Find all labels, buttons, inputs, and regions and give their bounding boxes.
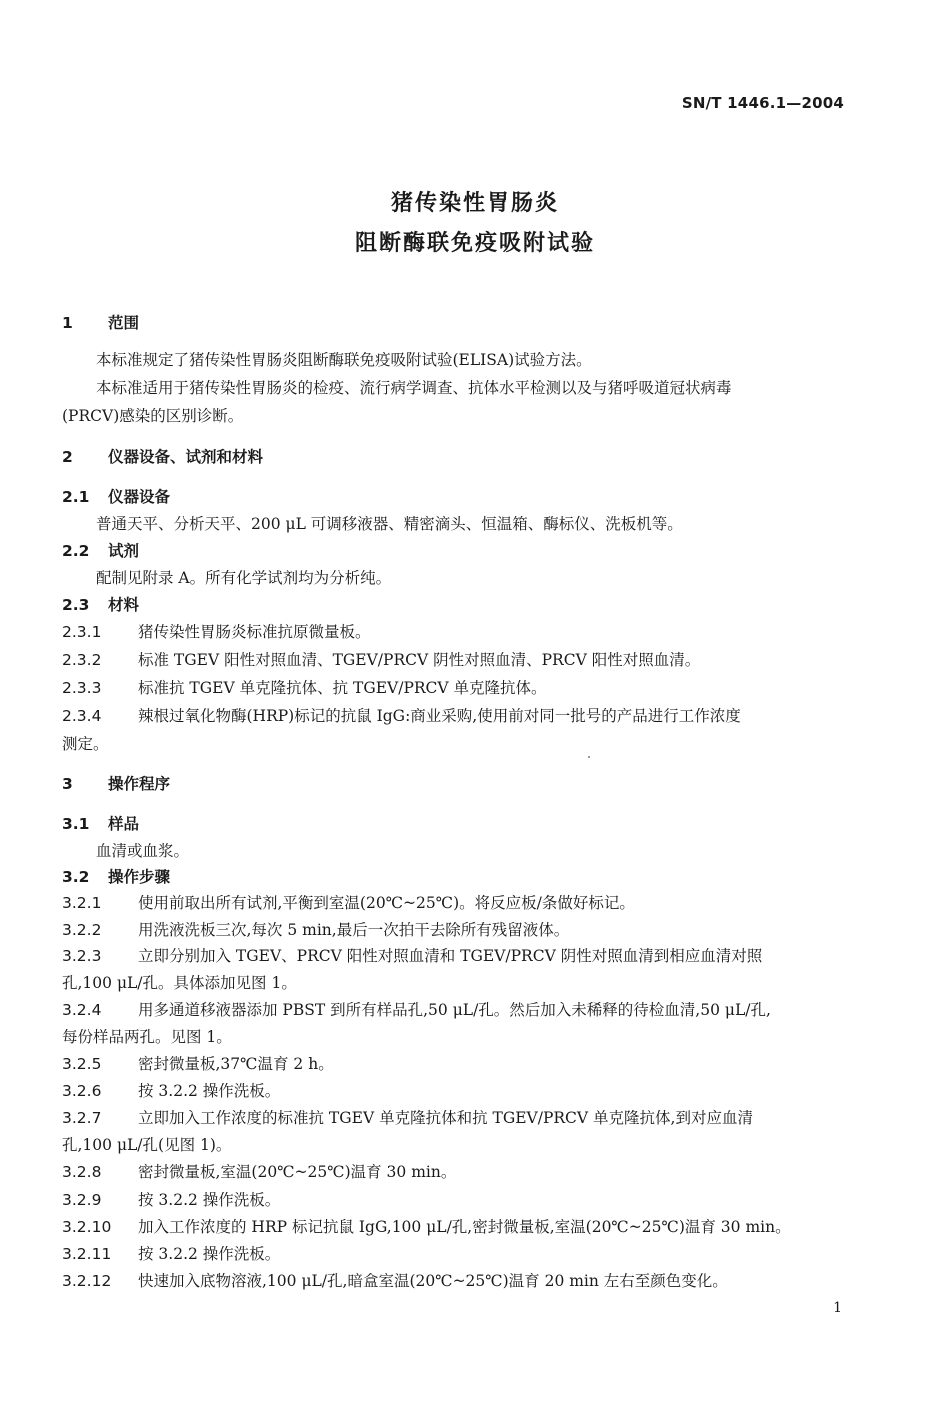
clause <box>62 893 850 913</box>
clause-number: 3.2.12 <box>62 1272 112 1290</box>
clause-continuation: 孔,100 μL/孔(见图 1)。 <box>62 1136 232 1154</box>
clause <box>62 1054 850 1074</box>
clause-text: 用洗液洗板三次,每次 5 min,最后一次拍干去除所有残留液体。 <box>138 921 570 939</box>
clause-text: 立即加入工作浓度的标准抗 TGEV 单克隆抗体和抗 TGEV/PRCV 单克隆抗体,到对应血清 <box>138 1109 753 1127</box>
clause-text: 按 3.2.2 操作洗板。 <box>138 1082 281 1100</box>
clause-number: 3.2.3 <box>62 947 102 965</box>
clause <box>62 622 850 642</box>
section-number: 1 <box>62 314 73 332</box>
section-title: 仪器设备 <box>108 488 171 506</box>
clause <box>62 706 850 726</box>
paragraph: 血清或血浆。 <box>96 842 190 860</box>
clause-text: 快速加入底物溶液,100 μL/孔,暗盒室温(20℃~25℃)温育 20 min 左右至颜色变化。 <box>138 1272 728 1290</box>
section-number: 3 <box>62 775 73 793</box>
section-number: 2.1 <box>62 488 90 506</box>
section-1-heading <box>62 313 850 333</box>
section-title: 材料 <box>108 596 140 614</box>
clause <box>62 1244 850 1264</box>
clause <box>62 1217 850 1237</box>
section-title: 样品 <box>108 815 140 833</box>
section-title: 操作程序 <box>108 775 171 793</box>
clause-number: 3.2.9 <box>62 1191 102 1209</box>
clause-text: 按 3.2.2 操作洗板。 <box>138 1191 281 1209</box>
clause-text: 猪传染性胃肠炎标准抗原微量板。 <box>138 623 371 641</box>
clause-number: 3.2.4 <box>62 1001 102 1019</box>
clause-text: 加入工作浓度的 HRP 标记抗鼠 IgG,100 μL/孔,密封微量板,室温(20℃~25℃)温育 30 min。 <box>138 1218 791 1236</box>
clause-number: 3.2.10 <box>62 1218 112 1236</box>
clause-number: 2.3.3 <box>62 679 102 697</box>
paragraph: 本标准规定了猪传染性胃肠炎阻断酶联免疫吸附试验(ELISA)试验方法。 <box>96 351 592 369</box>
title-line-2: 阻断酶联免疫吸附试验 <box>354 231 595 256</box>
paragraph: 配制见附录 A。所有化学试剂均为分析纯。 <box>96 569 392 587</box>
section-title: 范围 <box>108 314 140 332</box>
clause <box>62 650 850 670</box>
clause-text: 密封微量板,37℃温育 2 h。 <box>138 1055 334 1073</box>
clause-text: 密封微量板,室温(20℃~25℃)温育 30 min。 <box>138 1163 457 1181</box>
clause-number: 3.2.11 <box>62 1245 112 1263</box>
section-number: 2 <box>62 448 73 466</box>
section-number: 3.2 <box>62 868 90 886</box>
clause-text: 使用前取出所有试剂,平衡到室温(20℃~25℃)。将反应板/条做好标记。 <box>138 894 635 912</box>
clause <box>62 678 850 698</box>
clause-number: 2.3.4 <box>62 707 102 725</box>
subsection-heading <box>62 487 850 507</box>
section-number: 3.1 <box>62 815 90 833</box>
clause-number: 3.2.7 <box>62 1109 102 1127</box>
paragraph: 普通天平、分析天平、200 μL 可调移液器、精密滴头、恒温箱、酶标仪、洗板机等。 <box>96 515 683 533</box>
subsection-heading <box>62 814 850 834</box>
clause <box>62 946 850 966</box>
clause-number: 2.3.1 <box>62 623 102 641</box>
section-title: 仪器设备、试剂和材料 <box>108 448 264 466</box>
subsection-heading <box>62 595 850 615</box>
clause <box>62 1190 850 1210</box>
subsection-heading <box>62 541 850 561</box>
clause-number: 3.2.6 <box>62 1082 102 1100</box>
clause-number: 2.3.2 <box>62 651 102 669</box>
standard-number: SN/T 1446.1—2004 <box>681 94 844 112</box>
clause-number: 3.2.2 <box>62 921 102 939</box>
section-title: 试剂 <box>108 542 140 560</box>
clause-text: 标准 TGEV 阳性对照血清、TGEV/PRCV 阴性对照血清、PRCV 阳性对照血清。 <box>138 651 701 669</box>
subsection-heading <box>62 867 850 887</box>
clause-number: 3.2.1 <box>62 894 102 912</box>
section-3-heading <box>62 774 850 794</box>
page-number: 1 <box>833 1300 842 1316</box>
title-line-1: 猪传染性胃肠炎 <box>390 191 559 216</box>
clause <box>62 1108 850 1128</box>
paragraph-continuation: (PRCV)感染的区别诊断。 <box>62 407 244 425</box>
paragraph: 本标准适用于猪传染性胃肠炎的检疫、流行病学调查、抗体水平检测以及与猪呼吸道冠状病毒 <box>96 379 732 397</box>
clause-continuation: 每份样品两孔。见图 1。 <box>62 1028 232 1046</box>
section-title: 操作步骤 <box>108 868 171 886</box>
clause-continuation: 测定。 <box>62 735 109 753</box>
clause-number: 3.2.8 <box>62 1163 102 1181</box>
scan-speck <box>588 756 590 758</box>
section-2-heading <box>62 447 850 467</box>
clause <box>62 1162 850 1182</box>
clause <box>62 1271 850 1291</box>
clause-text: 用多通道移液器添加 PBST 到所有样品孔,50 μL/孔。然后加入未稀释的待检血清,50 μL/孔, <box>138 1001 771 1019</box>
clause-continuation: 孔,100 μL/孔。具体添加见图 1。 <box>62 974 297 992</box>
clause <box>62 1000 850 1020</box>
clause <box>62 1081 850 1101</box>
clause-text: 辣根过氧化物酶(HRP)标记的抗鼠 IgG:商业采购,使用前对同一批号的产品进行工作浓度 <box>138 707 741 725</box>
section-number: 2.2 <box>62 542 90 560</box>
clause-text: 按 3.2.2 操作洗板。 <box>138 1245 281 1263</box>
section-number: 2.3 <box>62 596 90 614</box>
clause-text: 立即分别加入 TGEV、PRCV 阳性对照血清和 TGEV/PRCV 阴性对照血清到相应血清对照 <box>138 947 763 965</box>
clause-text: 标准抗 TGEV 单克隆抗体、抗 TGEV/PRCV 单克隆抗体。 <box>138 679 547 697</box>
clause <box>62 920 850 940</box>
clause-number: 3.2.5 <box>62 1055 102 1073</box>
